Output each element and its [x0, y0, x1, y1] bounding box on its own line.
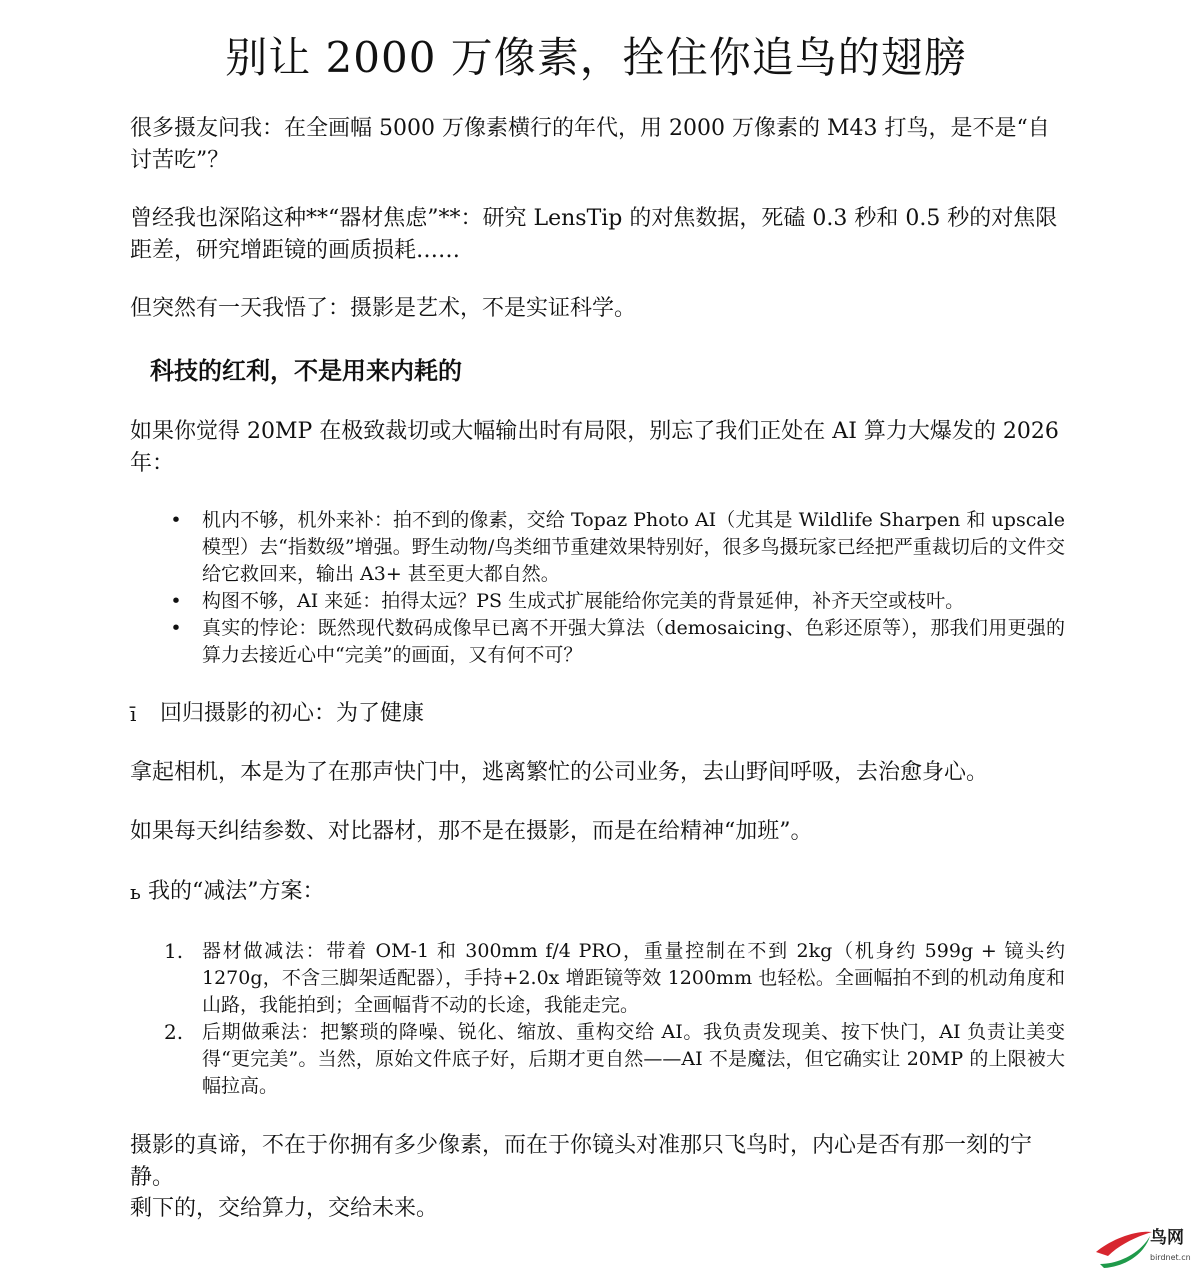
list-item-text: 器材做减法：带着 OM-1 和 300mm f/4 PRO，重量控制在不到 2kg（机身约 599g + 镜头约 1270g，不含三脚架适配器），手持+2.0x 增距镜等效 1200mm 也轻松。全画幅拍不到的机动角度和山路，我能拍到；全画幅背不动的长途，我能走完。: [202, 940, 1065, 1016]
section-heading-health: 回归摄影的初心：为了健康: [160, 701, 425, 726]
article-title: 别让 2000 万像素，拴住你追鸟的翅膀: [225, 33, 967, 82]
section2-paragraph-2: 如果每天纠结参数、对比器材，那不是在摄影，而是在给精神“加班”。: [130, 819, 813, 844]
section3-marker-glyph: ь: [130, 880, 141, 904]
bullet-marker: •: [170, 509, 182, 531]
closing-paragraph-2: 剩下的，交给算力，交给未来。: [130, 1196, 439, 1221]
section1-paragraph: 如果你觉得 20MP 在极致裁切或大幅输出时有局限，别忘了我们正处在 AI 算力大爆发的 2026 年：: [130, 419, 1059, 476]
watermark-name: 鸟网: [1150, 1228, 1184, 1248]
list-item: [130, 938, 1065, 1019]
intro-paragraph-2: 曾经我也深陷这种**“器材焦虑”**：研究 LensTip 的对焦数据，死磕 0.3 秒和 0.5 秒的对焦限距差，研究增距镜的画质损耗……: [130, 206, 1058, 263]
section2-paragraph-1: 拿起相机，本是为了在那声快门中，逃离繁忙的公司业务，去山野间呼吸，去治愈身心。: [130, 760, 989, 785]
list-item: [130, 588, 1065, 615]
section-heading-plan: 我的“减法”方案：: [148, 879, 325, 904]
intro-paragraph-1: 很多摄友问我：在全画幅 5000 万像素横行的年代，用 2000 万像素的 M43 打鸟，是不是“自讨苦吃”？: [130, 116, 1050, 173]
section2-marker-glyph: ī: [130, 702, 137, 726]
tech-bullet-list: [130, 507, 1065, 669]
bullet-marker: •: [170, 617, 182, 639]
list-item-number: 1.: [164, 939, 184, 963]
section-heading-tech: 科技的红利，不是用来内耗的: [150, 356, 462, 385]
watermark-domain: birdnet.cn: [1150, 1253, 1191, 1262]
list-item: [130, 507, 1065, 588]
list-item-text: 机内不够，机外来补：拍不到的像素，交给 Topaz Photo AI（尤其是 Wildlife Sharpen 和 upscale 模型）去“指数级”增强。野生动物/鸟类细节重建效果特别好，很多鸟摄玩家已经把严重裁切后的文件交给它救回来，输出 A3+ 甚至更大都自然。: [202, 509, 1065, 585]
intro-paragraph-3: 但突然有一天我悟了：摄影是艺术，不是实证科学。: [130, 296, 637, 321]
list-item: [130, 1019, 1065, 1100]
list-item: [130, 615, 1065, 669]
list-item-text: 构图不够，AI 来延：拍得太远？PS 生成式扩展能给你完美的背景延伸，补齐天空或枝叶。: [202, 590, 965, 612]
list-item-text: 后期做乘法：把繁琐的降噪、锐化、缩放、重构交给 AI。我负责发现美、按下快门，AI 负责让美变得“更完美”。当然，原始文件底子好，后期才更自然——AI 不是魔法，但它确实让 20MP 的上限被大幅拉高。: [202, 1021, 1065, 1097]
bullet-marker: •: [170, 590, 182, 612]
list-item-text: 真实的悖论：既然现代数码成像早已离不开强大算法（demosaicing、色彩还原等），那我们用更强的算力去接近心中“完美”的画面，又有何不可？: [202, 617, 1065, 666]
closing-paragraph-1: 摄影的真谛，不在于你拥有多少像素，而在于你镜头对准那只飞鸟时，内心是否有那一刻的宁静。: [130, 1133, 1033, 1190]
plan-numbered-list: [130, 938, 1065, 1100]
logo-red-swoosh: [1096, 1232, 1152, 1256]
list-item-number: 2.: [164, 1020, 184, 1044]
